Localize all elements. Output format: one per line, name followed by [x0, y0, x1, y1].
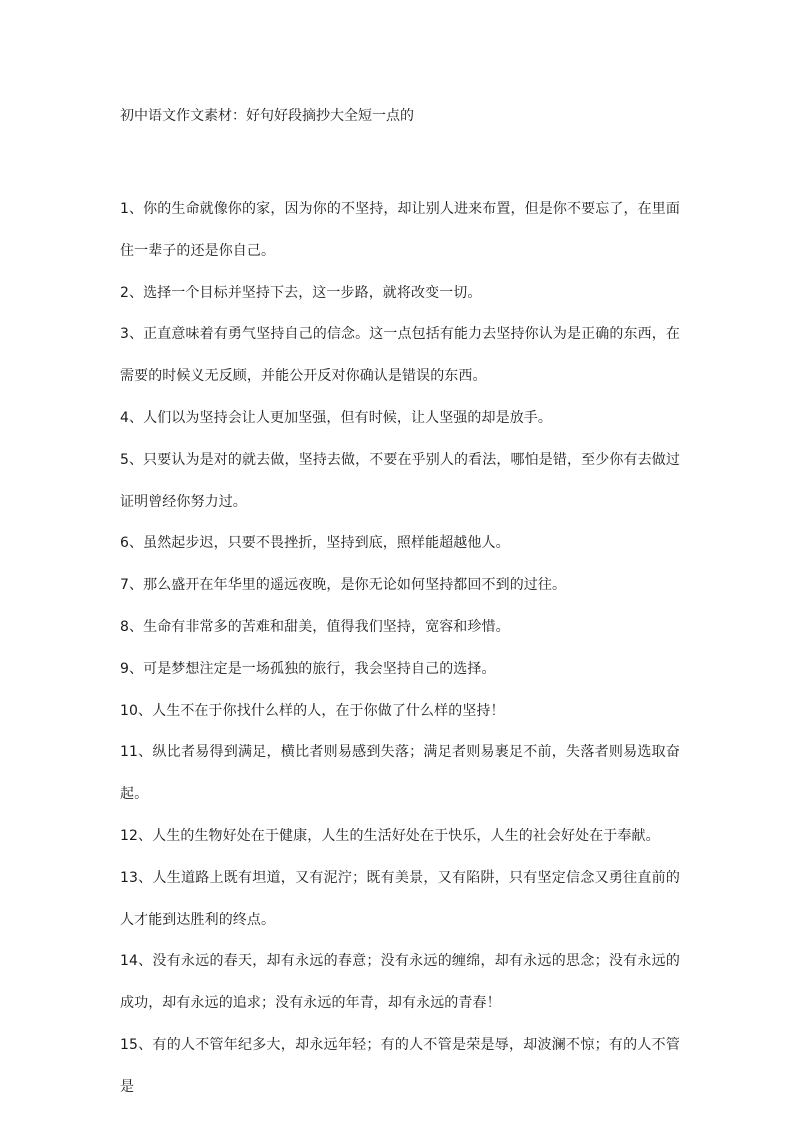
paragraph: 8、生命有非常多的苦难和甜美，值得我们坚持，宽容和珍惜。 — [120, 618, 510, 635]
paragraph: 6、虽然起步迟，只要不畏挫折，坚持到底，照样能超越他人。 — [120, 535, 510, 552]
paragraph: 10、人生不在于你找什么样的人，在于你做了什么样的坚持！ — [120, 702, 505, 719]
paragraph: 1、你的生命就像你的家，因为你的不坚持，却让别人进来布置，但是你不要忘了，在里面住一辈子的还是你自己。 — [120, 201, 680, 259]
paragraph: 15、有的人不管年纪多大，却永远年轻；有的人不管是荣是辱，却波澜不惊；有的人不管是 — [120, 1036, 680, 1095]
paragraph: 13、人生道路上既有坦道，又有泥泞；既有美景，又有陷阱，只有坚定信念又勇往直前的人才能到达胜利的终点。 — [120, 869, 680, 928]
document-title: 初中语文作文素材：好句好段摘抄大全短一点的 — [120, 108, 414, 124]
paragraph: 7、那么盛开在年华里的遥远夜晚，是你无论如何坚持都回不到的过往。 — [120, 577, 567, 594]
paragraph: 5、只要认为是对的就去做，坚持去做，不要在乎别人的看法，哪怕是错，至少你有去做过证明曾经你努力过。 — [120, 451, 680, 510]
paragraph: 12、人生的生物好处在于健康，人生的生活好处在于快乐，人生的社会好处在于奉献。 — [120, 827, 660, 844]
paragraph: 3、正直意味着有勇气坚持自己的信念。这一点包括有能力去坚持你认为是正确的东西，在需要的时候义无反顾，并能公开反对你确认是错误的东西。 — [120, 326, 680, 385]
paragraph: 11、纵比者易得到满足，横比者则易感到失落；满足者则易裹足不前，失落者则易选取奋起。 — [120, 744, 680, 803]
paragraph: 9、可是梦想注定是一场孤独的旅行，我会坚持自己的选择。 — [120, 660, 496, 677]
document-body — [120, 189, 680, 1109]
paragraph: 14、没有永远的春天，却有永远的春意；没有永远的缠绵，却有永远的思念；没有永远的成功，却有永远的追求；没有永远的年青，却有永远的青春！ — [120, 953, 680, 1012]
paragraph: 4、人们以为坚持会让人更加坚强，但有时候，让人坚强的却是放手。 — [120, 409, 553, 426]
paragraph: 2、选择一个目标并坚持下去，这一步路，就将改变一切。 — [120, 284, 482, 301]
